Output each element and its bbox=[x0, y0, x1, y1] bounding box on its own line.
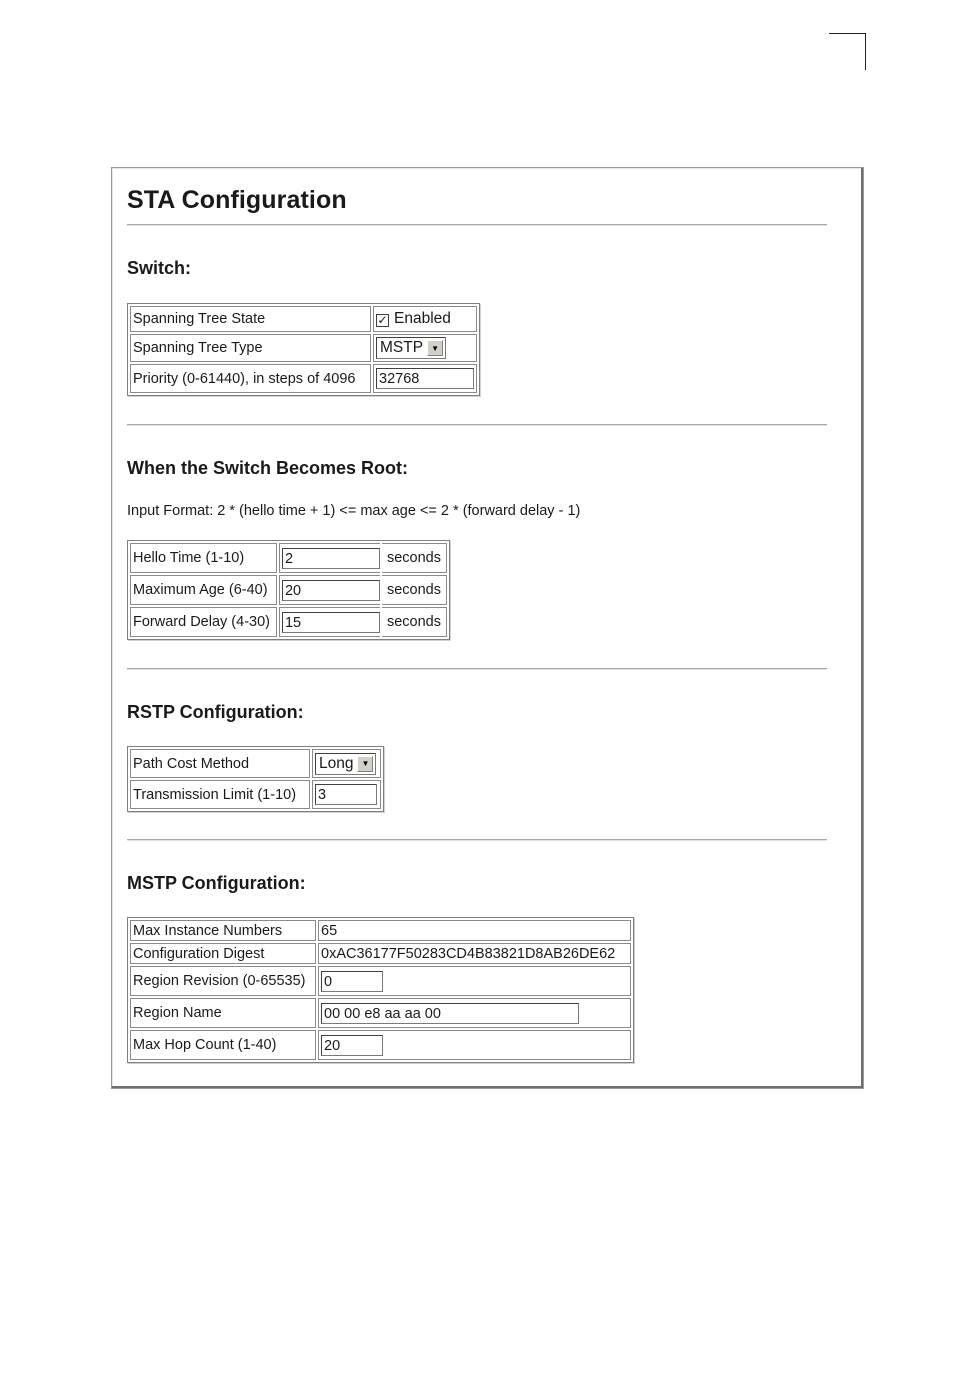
check-icon: ✓ bbox=[377, 313, 388, 327]
spanning-tree-type-select[interactable] bbox=[376, 337, 446, 359]
max-hop-count-label: Max Hop Count (1-40) bbox=[130, 1030, 316, 1060]
path-cost-method-select[interactable] bbox=[315, 753, 376, 775]
hello-time-unit: seconds bbox=[386, 550, 441, 566]
configuration-digest-value: 0xAC36177F50283CD4B83821D8AB26DE62 bbox=[318, 943, 631, 964]
forward-delay-row bbox=[130, 607, 447, 637]
hello-time-row bbox=[130, 543, 447, 573]
transmission-limit-row bbox=[130, 780, 381, 809]
page-title: STA Configuration bbox=[127, 186, 347, 214]
page-corner-mark bbox=[829, 33, 866, 70]
rstp-section-title: RSTP Configuration: bbox=[127, 702, 304, 722]
priority-row bbox=[130, 364, 477, 393]
switch-divider bbox=[127, 424, 827, 426]
spanning-tree-type-row bbox=[130, 334, 477, 362]
configuration-digest-row bbox=[130, 943, 631, 964]
enabled-checkbox-label: Enabled bbox=[394, 310, 451, 327]
region-name-input[interactable]: 00 00 e8 aa aa 00 bbox=[321, 1003, 579, 1024]
mstp-settings-table bbox=[127, 917, 634, 1063]
region-name-cell bbox=[318, 998, 631, 1028]
region-revision-cell bbox=[318, 966, 631, 996]
path-cost-row bbox=[130, 749, 381, 778]
switch-settings-table bbox=[127, 303, 480, 396]
root-section-title: When the Switch Becomes Root: bbox=[127, 458, 409, 478]
spanning-tree-enabled-checkbox[interactable] bbox=[376, 314, 389, 327]
max-hop-count-input[interactable]: 20 bbox=[321, 1035, 383, 1056]
hello-time-cell bbox=[279, 543, 380, 573]
path-cost-cell bbox=[312, 749, 381, 778]
priority-input[interactable]: 32768 bbox=[376, 368, 474, 389]
path-cost-method-value: Long bbox=[319, 754, 354, 772]
hello-time-unit-cell bbox=[382, 543, 447, 573]
max-instance-row bbox=[130, 920, 631, 941]
region-revision-label: Region Revision (0-65535) bbox=[130, 966, 316, 996]
maximum-age-cell bbox=[279, 575, 380, 605]
chevron-down-icon[interactable]: ▼ bbox=[427, 340, 443, 356]
transmission-limit-input[interactable]: 3 bbox=[315, 784, 377, 805]
maximum-age-row bbox=[130, 575, 447, 605]
hello-time-input[interactable]: 2 bbox=[282, 548, 380, 569]
configuration-digest-label: Configuration Digest bbox=[130, 943, 316, 964]
chevron-down-icon[interactable]: ▼ bbox=[357, 756, 373, 772]
hello-time-label: Hello Time (1-10) bbox=[130, 543, 277, 573]
region-name-row bbox=[130, 998, 631, 1028]
spanning-tree-state-label: Spanning Tree State bbox=[130, 306, 371, 332]
rstp-divider bbox=[127, 839, 827, 841]
region-revision-row bbox=[130, 966, 631, 996]
forward-delay-label: Forward Delay (4-30) bbox=[130, 607, 277, 637]
priority-label: Priority (0-61440), in steps of 4096 bbox=[130, 364, 371, 393]
forward-delay-input[interactable]: 15 bbox=[282, 612, 380, 633]
max-instance-label: Max Instance Numbers bbox=[130, 920, 316, 941]
maximum-age-unit-cell bbox=[382, 575, 447, 605]
priority-cell bbox=[373, 364, 477, 393]
region-name-label: Region Name bbox=[130, 998, 316, 1028]
mstp-section-title: MSTP Configuration: bbox=[127, 873, 306, 893]
rstp-settings-table bbox=[127, 746, 384, 812]
spanning-tree-state-cell bbox=[373, 306, 477, 332]
maximum-age-label: Maximum Age (6-40) bbox=[130, 575, 277, 605]
transmission-limit-cell bbox=[312, 780, 381, 809]
spanning-tree-state-row bbox=[130, 306, 477, 332]
forward-delay-unit: seconds bbox=[386, 614, 441, 630]
root-divider bbox=[127, 668, 827, 670]
forward-delay-unit-cell bbox=[382, 607, 447, 637]
maximum-age-unit: seconds bbox=[386, 582, 441, 598]
maximum-age-input[interactable]: 20 bbox=[282, 580, 380, 601]
max-hop-count-row bbox=[130, 1030, 631, 1060]
transmission-limit-label: Transmission Limit (1-10) bbox=[130, 780, 310, 809]
input-format-note: Input Format: 2 * (hello time + 1) <= max age <= 2 * (forward delay - 1) bbox=[127, 503, 581, 519]
forward-delay-cell bbox=[279, 607, 380, 637]
path-cost-label: Path Cost Method bbox=[130, 749, 310, 778]
switch-section-title: Switch: bbox=[127, 258, 192, 278]
title-divider bbox=[127, 224, 827, 226]
spanning-tree-type-label: Spanning Tree Type bbox=[130, 334, 371, 362]
root-timers-table bbox=[127, 540, 450, 640]
spanning-tree-type-cell bbox=[373, 334, 477, 362]
spanning-tree-type-value: MSTP bbox=[380, 339, 424, 356]
max-instance-value: 65 bbox=[318, 920, 631, 941]
region-revision-input[interactable]: 0 bbox=[321, 971, 383, 992]
max-hop-count-cell bbox=[318, 1030, 631, 1060]
